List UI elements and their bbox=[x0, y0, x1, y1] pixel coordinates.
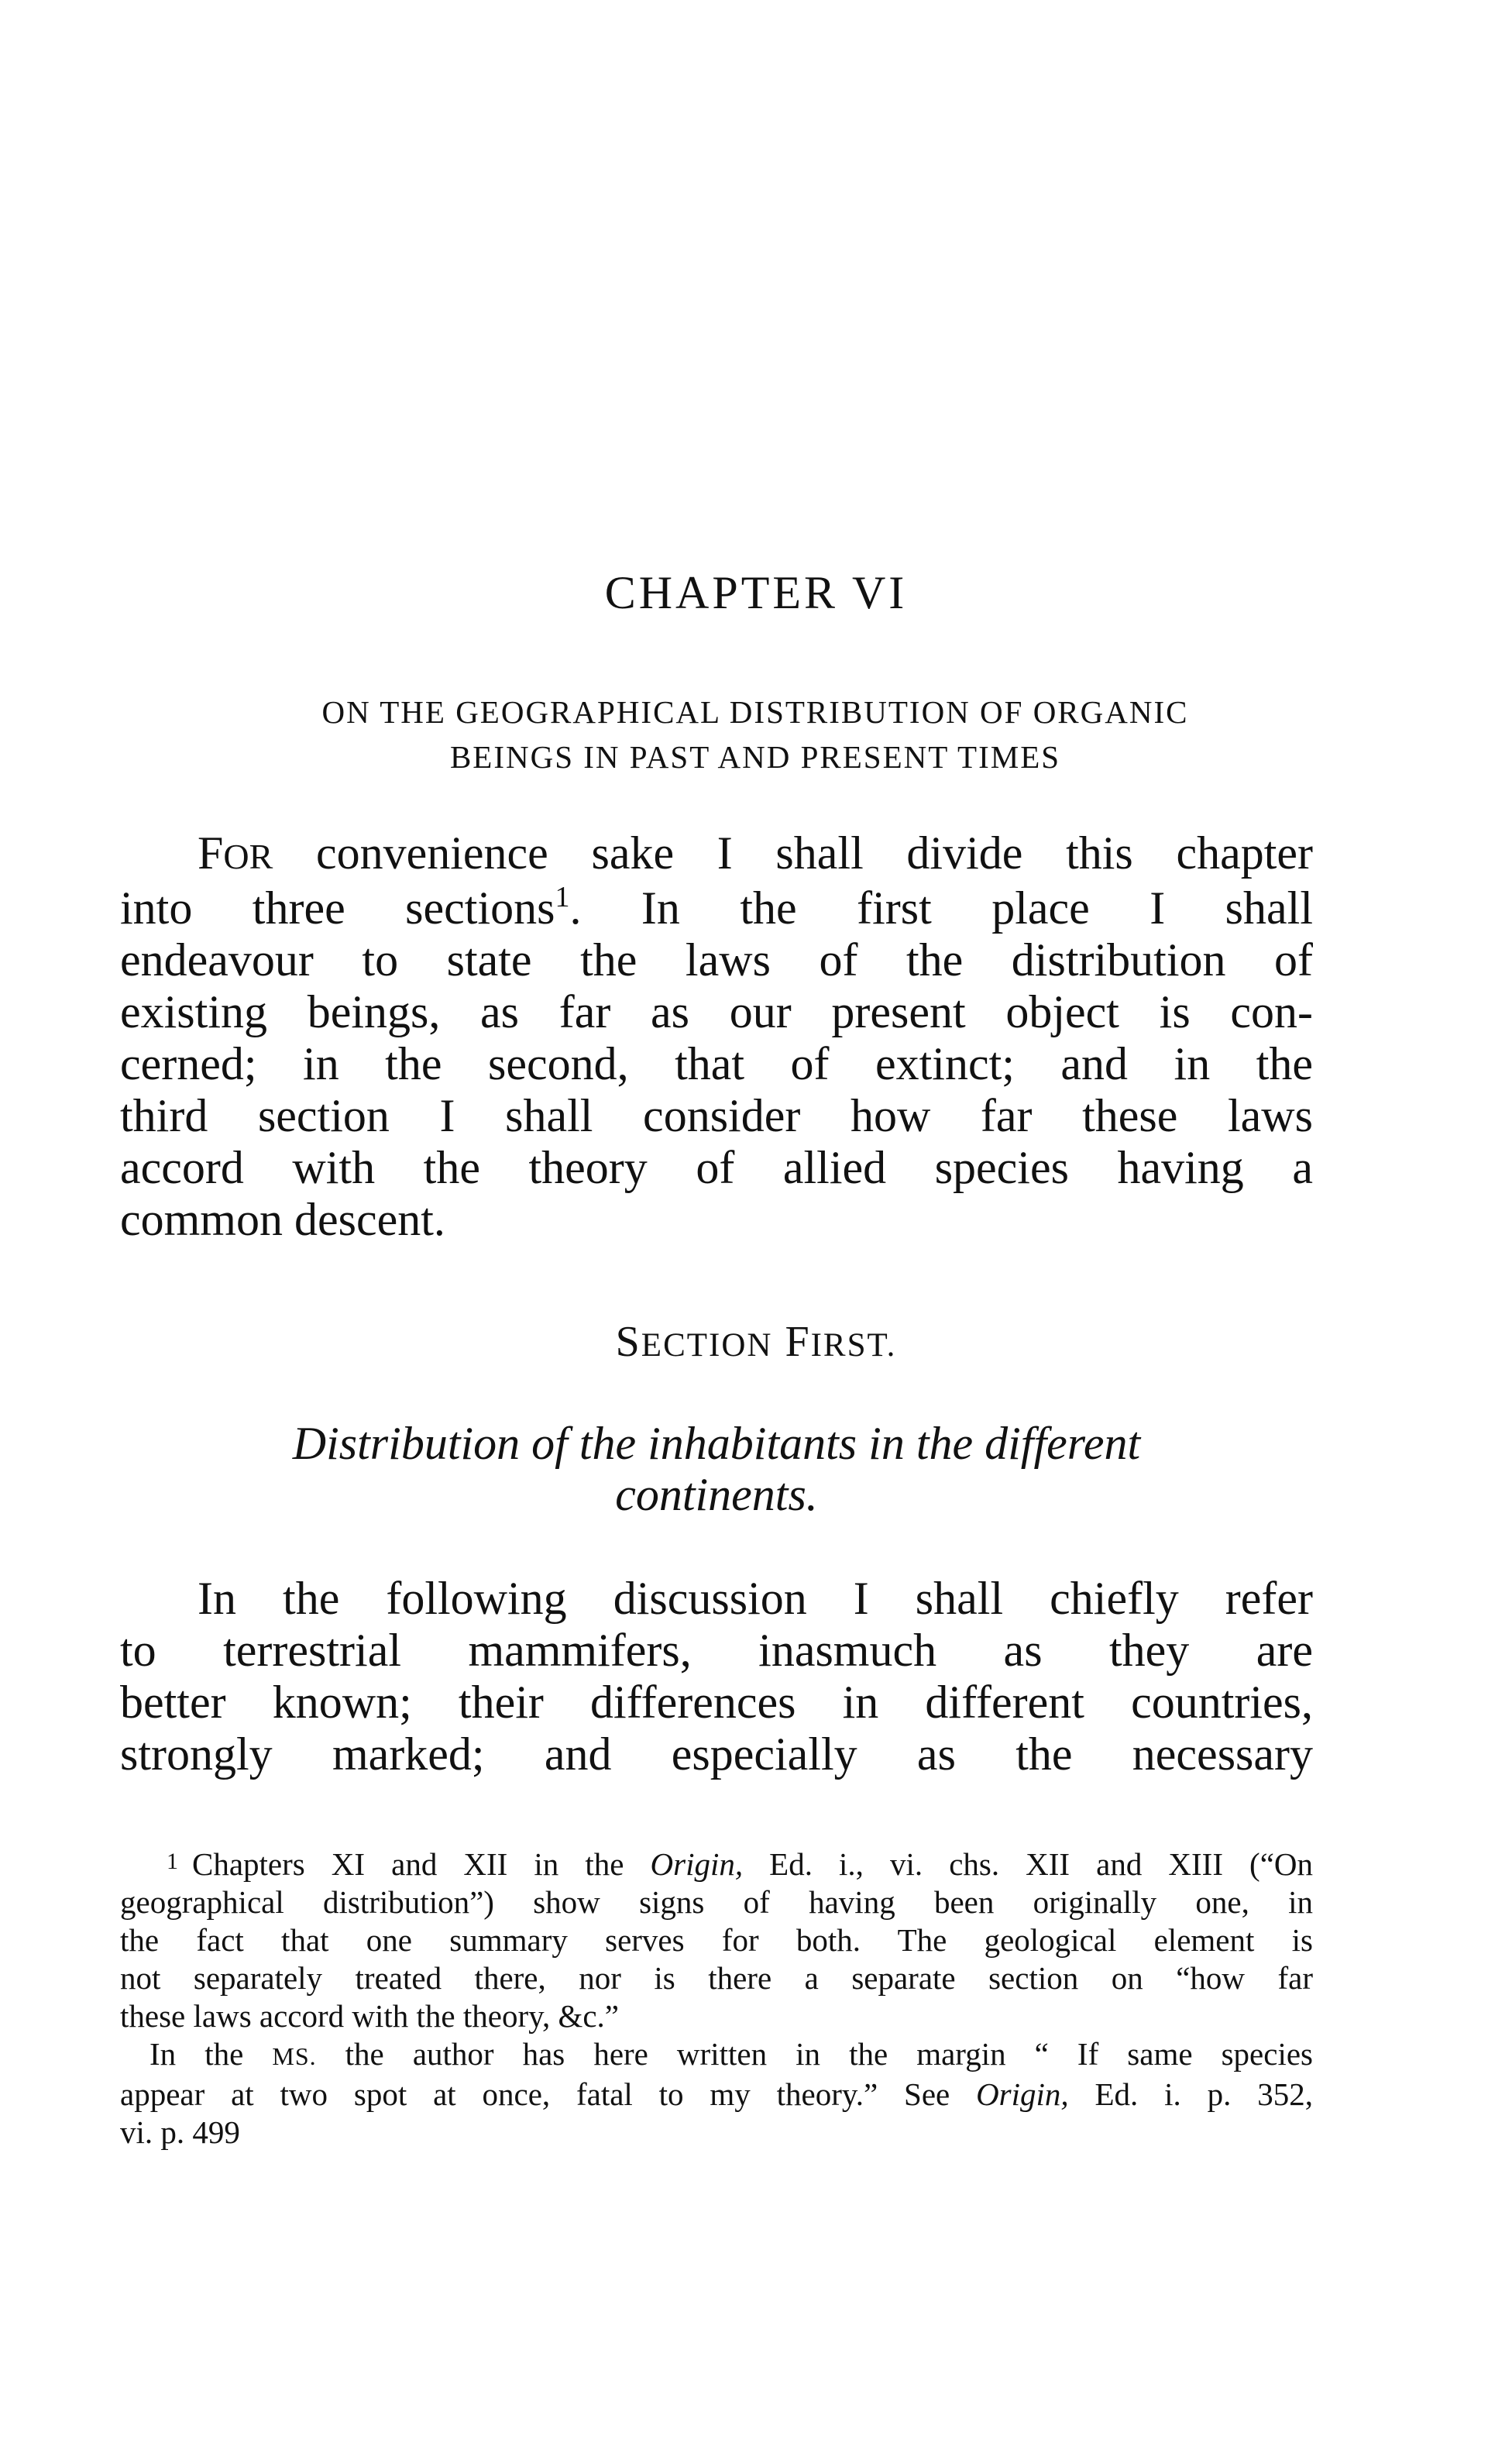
chapter-subtitle bbox=[116, 690, 1394, 779]
paragraph-line: FOR convenience sake I shall divide this chapter bbox=[198, 827, 1313, 879]
footnote-marker: 1 bbox=[167, 1849, 178, 1874]
paragraph-line: In the following discussion I shall chiefly refer bbox=[198, 1573, 1313, 1624]
body-paragraph bbox=[120, 1573, 1313, 1780]
intro-paragraph bbox=[120, 827, 1313, 1246]
section-heading: SECTION FIRST. bbox=[615, 1318, 897, 1366]
paragraph-line: better known; their differences in different countries, bbox=[120, 1677, 1313, 1728]
chapter-subtitle-line: ON THE GEOGRAPHICAL DISTRIBUTION OF ORGANIC bbox=[321, 694, 1189, 730]
paragraph-line: common descent. bbox=[120, 1194, 445, 1245]
footnote bbox=[120, 1842, 1313, 2152]
footnote-reference: 1 bbox=[555, 881, 570, 913]
paragraph-line: existing beings, as far as our present object is con- bbox=[120, 986, 1313, 1037]
chapter-subtitle-line: BEINGS IN PAST AND PRESENT TIMES bbox=[449, 739, 1061, 775]
paragraph-line: to terrestrial mammifers, inasmuch as they are bbox=[120, 1625, 1313, 1676]
section-subheading-line: continents. bbox=[615, 1469, 818, 1520]
footnote-line: geographical distribution”) show signs of having been originally one, in bbox=[120, 1884, 1313, 1920]
footnote-line: these laws accord with the theory, &c.” bbox=[120, 1998, 619, 2034]
footnote-line: the fact that one summary serves for both. The geological element is bbox=[120, 1922, 1313, 1958]
section-subheading bbox=[120, 1418, 1313, 1520]
paragraph-line: third section I shall consider how far these laws bbox=[120, 1090, 1313, 1141]
paragraph-line: cerned; in the second, that of extinct; and in the bbox=[120, 1038, 1313, 1089]
footnote-line: vi. p. 499 bbox=[120, 2114, 240, 2150]
footnote-line: In the MS. the author has here written in the margin “ If same species bbox=[149, 2036, 1313, 2072]
footnote-line: appear at two spot at once, fatal to my theory.” See Origin, Ed. i. p. 352, bbox=[120, 2076, 1313, 2112]
footnote-line: 1 Chapters XI and XII in the Origin, Ed. i., vi. chs. XII and XIII (“On bbox=[167, 1846, 1313, 1882]
chapter-title: CHAPTER VI bbox=[604, 567, 908, 618]
footnote-line: not separately treated there, nor is there a separate section on “how far bbox=[120, 1960, 1313, 1996]
paragraph-line: endeavour to state the laws of the distribution of bbox=[120, 934, 1313, 985]
paragraph-line: strongly marked; and especially as the necessary bbox=[120, 1728, 1313, 1780]
paragraph-line: into three sections$^1$. In the first place I shall bbox=[120, 881, 1313, 934]
section-subheading-line: Distribution of the inhabitants in the different bbox=[292, 1418, 1141, 1469]
paragraph-line: accord with the theory of allied species having a bbox=[120, 1142, 1313, 1193]
